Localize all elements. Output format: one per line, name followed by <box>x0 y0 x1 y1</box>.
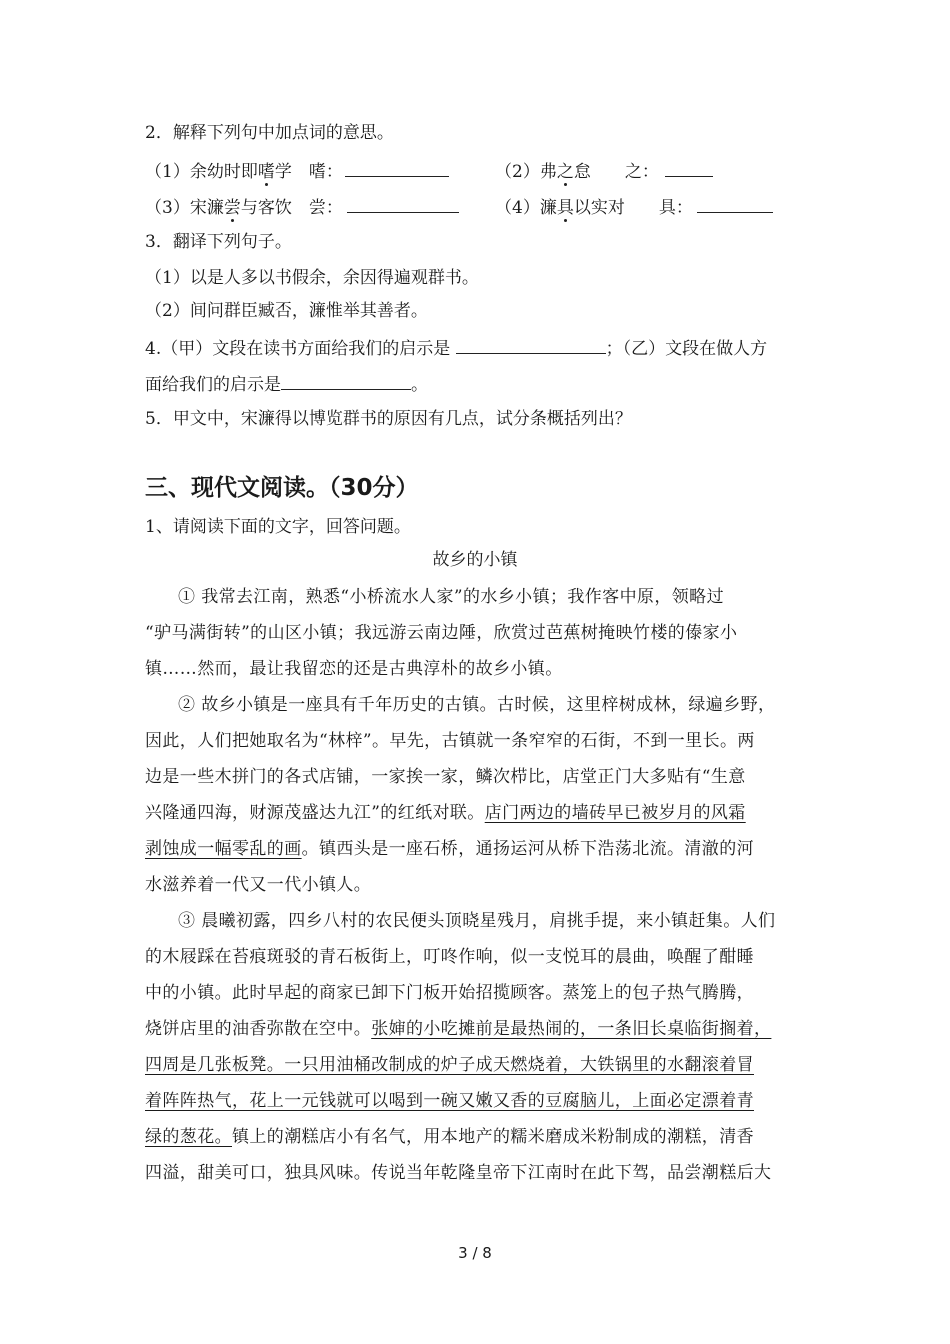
underlined-sentence: 店门两边的墙砖早已被岁月的风霜 <box>484 803 746 823</box>
q2-item-4-pre: （4）濂 <box>495 198 557 218</box>
dotted-character: 具 <box>556 198 574 218</box>
q3-sentence-1: （1）以是人多以书假余，余因得遍观群书。 <box>145 268 479 288</box>
p1-line-1: ① 我常去江南，熟悉“小桥流水人家”的水乡小镇；我作客中原，领略过 <box>178 587 724 607</box>
underlined-sentence: 四周是几张板凳。一只用油桶改制成的炉子成天燃烧着，大铁锅里的水翻滚着冒 <box>145 1055 754 1075</box>
p3-line-1: ③ 晨曦初露，四乡八村的农民便头顶晓星残月，肩挑手提，来小镇赶集。人们 <box>178 911 776 931</box>
p2-line-4-plain: 兴隆通四海，财源茂盛达九江”的红纸对联。 <box>145 803 485 823</box>
q4-text-b: ；（乙）文段在做人方 <box>605 339 768 359</box>
answer-blank[interactable] <box>456 337 606 354</box>
q2-item-1 <box>145 160 449 182</box>
underlined-sentence: 绿的葱花。 <box>145 1127 232 1147</box>
p2-line-4 <box>145 803 746 823</box>
q3-title: 3．翻译下列句子。 <box>145 232 292 252</box>
answer-blank[interactable] <box>697 196 773 213</box>
q4-line-1 <box>145 337 767 359</box>
p1-line-3: 镇……然而，最让我留恋的还是古典淳朴的故乡小镇。 <box>145 659 563 679</box>
answer-blank[interactable] <box>665 160 713 177</box>
p2-line-2: 因此，人们把她取名为“林梓”。早先，古镇就一条窄窄的石街，不到一里长。两 <box>145 731 755 751</box>
dotted-character: 尝 <box>223 198 241 218</box>
article-title: 故乡的小镇 <box>432 550 518 570</box>
q2-item-4-post: 以实对 具： <box>573 198 693 218</box>
q4-text-d: 。 <box>411 375 428 395</box>
q5-question: 5．甲文中，宋濂得以博览群书的原因有几点，试分条概括列出？ <box>145 409 632 429</box>
section-heading: 三、现代文阅读。（30分） <box>145 475 419 501</box>
p3-line-2: 的木屐踩在苔痕斑驳的青石板街上，叮咚作响，似一支悦耳的晨曲，唤醒了酣睡 <box>145 947 754 967</box>
q2-title: 2．解释下列句中加点词的意思。 <box>145 123 394 143</box>
answer-blank[interactable] <box>281 373 411 390</box>
q3-sentence-2: （2）间问群臣臧否，濂惟举其善者。 <box>145 301 428 321</box>
p3-line-4 <box>145 1019 771 1039</box>
q2-item-3-pre: （3）宋濂 <box>145 198 224 218</box>
q2-item-1-pre: （1）余幼时即 <box>145 162 258 182</box>
section-intro: 1、请阅读下面的文字，回答问题。 <box>145 517 411 537</box>
p3-line-8-text: 四溢，甜美可口，独具风味。传说当年乾隆皇帝下江南时在此下驾，品尝潮糕后大 <box>145 1163 772 1183</box>
p2-line-5 <box>145 839 754 859</box>
p2-line-5-plain: 。镇西头是一座石桥，通扬运河从桥下浩荡北流。清澈的河 <box>301 839 755 859</box>
underlined-sentence: 剥蚀成一幅零乱的画 <box>145 839 302 859</box>
answer-blank[interactable] <box>345 160 449 177</box>
p3-line-3: 中的小镇。此时早起的商家已卸下门板开始招揽顾客。蒸笼上的包子热气腾腾， <box>145 983 754 1003</box>
dotted-character: 嗜 <box>257 162 275 182</box>
p3-line-4-plain: 烧饼店里的油香弥散在空中。 <box>145 1019 372 1039</box>
underlined-sentence: 着阵阵热气，花上一元钱就可以喝到一碗又嫩又香的豆腐脑儿，上面必定漂着青 <box>145 1091 754 1111</box>
q2-item-4 <box>495 196 773 218</box>
p2-line-3: 边是一些木拼门的各式店铺，一家挨一家，鳞次栉比，店堂正门大多贴有“生意 <box>145 767 746 787</box>
q2-item-1-post: 学 嗜： <box>274 162 343 182</box>
p3-line-7 <box>145 1127 754 1147</box>
q2-item-2-pre: （2）弗 <box>495 162 557 182</box>
q2-item-3-post: 与客饮 尝： <box>240 198 343 218</box>
p2-line-6: 水滋养着一代又一代小镇人。 <box>145 875 372 895</box>
q4-line-2 <box>145 373 428 395</box>
p3-line-7-plain: 镇上的潮糕店小有名气，用本地产的糯米磨成米粉制成的潮糕，清香 <box>232 1127 754 1147</box>
p3-line-6 <box>145 1091 754 1111</box>
underlined-sentence: 张婶的小吃摊前是最热闹的，一条旧长桌临街搁着， <box>371 1019 772 1039</box>
q2-item-2-post: 怠 之： <box>573 162 659 182</box>
p3-line-8 <box>145 1163 771 1183</box>
dotted-character: 之 <box>556 162 574 182</box>
p2-line-1: ② 故乡小镇是一座具有千年历史的古镇。古时候，这里梓树成林，绿遍乡野， <box>178 695 776 715</box>
p1-line-2: “驴马满街转”的山区小镇；我远游云南边陲，欣赏过芭蕉树掩映竹楼的傣家小 <box>145 623 738 643</box>
page-number: 3 / 8 <box>458 1244 492 1262</box>
q4-text-c: 面给我们的启示是 <box>145 375 281 395</box>
answer-blank[interactable] <box>347 196 459 213</box>
q2-item-3 <box>145 196 459 218</box>
q2-item-2 <box>495 160 713 182</box>
q4-text-a: 4.（甲）文段在读书方面给我们的启示是 <box>145 339 456 359</box>
p3-line-5 <box>145 1055 754 1075</box>
